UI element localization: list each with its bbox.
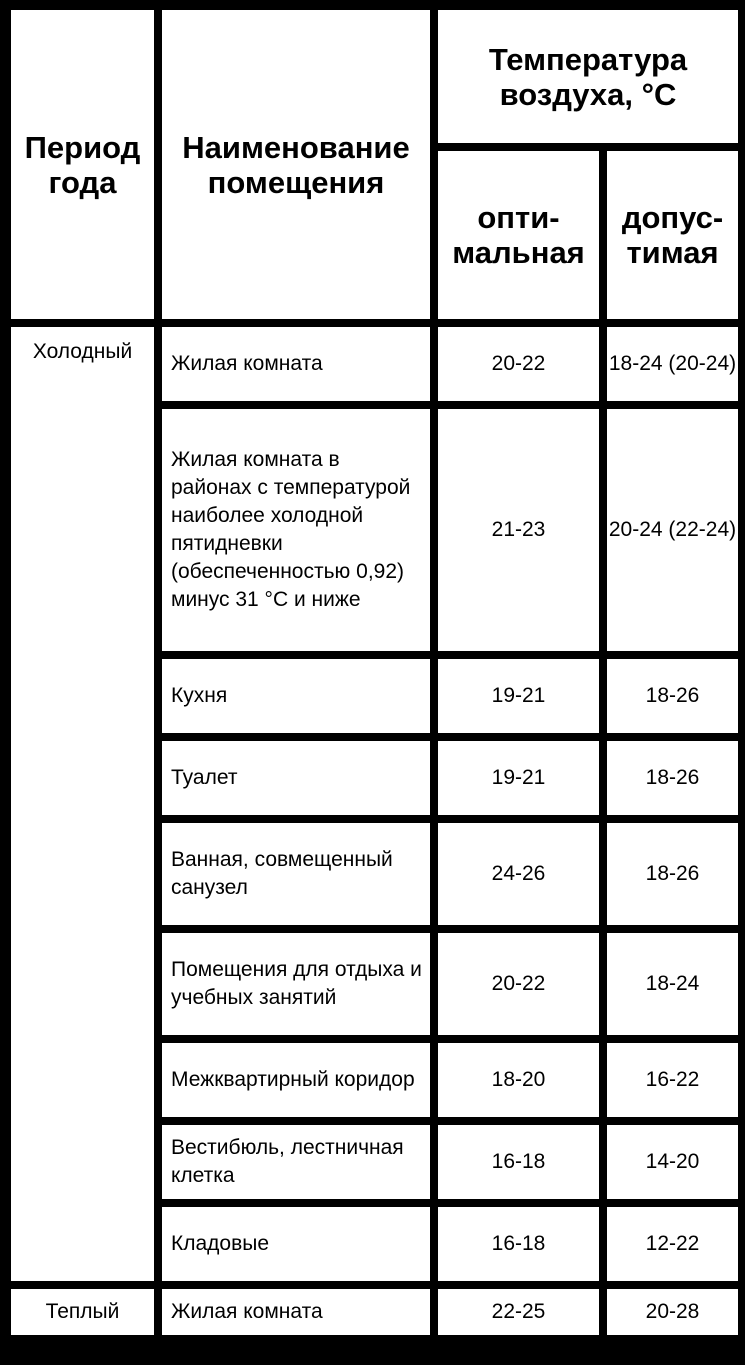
temperature-norms-table: [5, 4, 744, 1341]
room-cell: Жилая комната: [160, 1287, 432, 1337]
room-cell: Туалет: [160, 739, 432, 817]
header-permissible-text: допус-тимая: [621, 200, 724, 270]
optimal-cell: 22-25: [436, 1287, 601, 1337]
optimal-cell: 19-21: [436, 739, 601, 817]
permissible-cell: 18-26: [605, 657, 740, 735]
optimal-cell: 20-22: [436, 931, 601, 1037]
permissible-cell: 14-20: [605, 1123, 740, 1201]
table-row: [9, 325, 740, 403]
room-cell: Жилая комната в районах с температурой наиболее холодной пятидневки (обеспеченностью 0,92) минус 31 °С и ниже: [160, 407, 432, 653]
header-permissible: [605, 149, 740, 321]
permissible-cell: 16-22: [605, 1041, 740, 1119]
header-room: [160, 8, 432, 321]
header-room-text: Наименование помещения: [182, 129, 410, 200]
room-cell: Ванная, совмещенный санузел: [160, 821, 432, 927]
room-cell: Кладовые: [160, 1205, 432, 1283]
permissible-cell: 18-26: [605, 739, 740, 817]
header-period-text: Период года: [24, 129, 141, 200]
room-cell: Межквартирный коридор: [160, 1041, 432, 1119]
optimal-cell: 24-26: [436, 821, 601, 927]
optimal-cell: 20-22: [436, 325, 601, 403]
header-temperature: [436, 8, 740, 145]
permissible-cell: 18-24 (20-24): [605, 325, 740, 403]
permissible-cell: 18-24: [605, 931, 740, 1037]
room-cell: Помещения для отдыха и учебных занятий: [160, 931, 432, 1037]
header-temperature-text: Температура воздуха, °С: [488, 41, 688, 112]
room-cell: Вестибюль, лестничная клетка: [160, 1123, 432, 1201]
permissible-cell: 12-22: [605, 1205, 740, 1283]
optimal-cell: 19-21: [436, 657, 601, 735]
permissible-cell: 18-26: [605, 821, 740, 927]
room-cell: Жилая комната: [160, 325, 432, 403]
header-optimal-text: опти-мальная: [452, 200, 585, 270]
period-cell-warm: Теплый: [9, 1287, 156, 1337]
room-cell: Кухня: [160, 657, 432, 735]
optimal-cell: 16-18: [436, 1205, 601, 1283]
period-cell-cold: Холодный: [9, 325, 156, 1283]
optimal-cell: 16-18: [436, 1123, 601, 1201]
permissible-cell: 20-24 (22-24): [605, 407, 740, 653]
permissible-cell: 20-28: [605, 1287, 740, 1337]
header-optimal: [436, 149, 601, 321]
header-period: [9, 8, 156, 321]
optimal-cell: 18-20: [436, 1041, 601, 1119]
optimal-cell: 21-23: [436, 407, 601, 653]
header-row-1: [9, 8, 740, 145]
table-row: [9, 1287, 740, 1337]
norms-table-frame: [5, 4, 744, 1341]
